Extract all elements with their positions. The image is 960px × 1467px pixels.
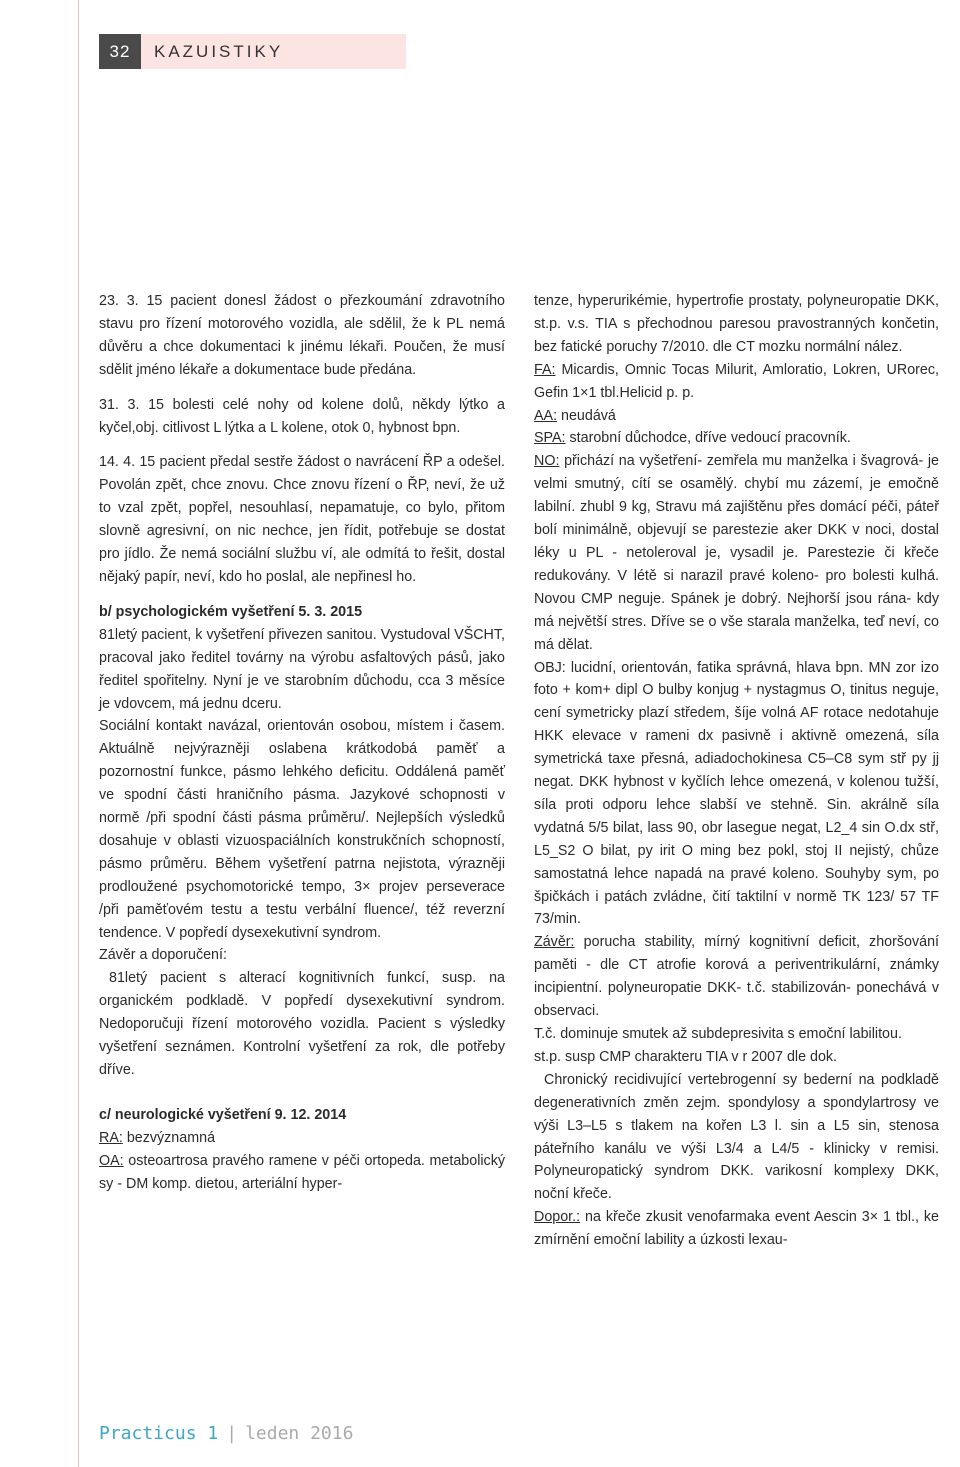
paragraph: T.č. dominuje smutek až subdepresivita s emoční labilitou. bbox=[534, 1026, 902, 1042]
field-label: OA: bbox=[99, 1152, 124, 1169]
paragraph bbox=[534, 931, 939, 1023]
section-heading: b/ psychologickém vyšetření 5. 3. 2015 bbox=[99, 603, 363, 620]
paragraph bbox=[534, 450, 939, 656]
paragraph: 81letý pacient s alterací kognitivních funkcí, susp. na organickém podkladě. V popředí dysexekutivní syndrom. Nedoporučuji řízení motorového vozidla. Pacient s výsledky vyšetření seznámen. Kontrolní vyšetření za rok, dle potřeby dříve. bbox=[99, 970, 505, 1078]
left-column bbox=[99, 290, 505, 1196]
paragraph: st.p. susp CMP charakteru TIA v r 2007 dle dok. bbox=[534, 1048, 838, 1065]
field-text: na křeče zkusit venofarmaka event Aescin 3× 1 tbl., ke zmírnění emoční lability a úzkosti lexau- bbox=[534, 1209, 939, 1249]
field-label: SPA: bbox=[534, 430, 566, 447]
journal-name: Practicus 1 bbox=[99, 1423, 219, 1444]
field-text: neudává bbox=[557, 407, 616, 424]
paragraph bbox=[99, 1150, 505, 1196]
paragraph bbox=[534, 359, 939, 405]
field-text: přichází na vyšetření- zemřela mu manželka i švagrová- je velmi smutný, cítí se osamělý. chybí mu zázemí, je emočně labilní. zhubl 9 kg, Stravu má zajištěnu přes domácí péči, páteř bolí minimálně, objevují se parestezie aker DKK v noci, dostal léky u PL - netoleroval je, vysadil je. Parestezie či křeče redukovány. V létě si narazil pravé koleno- pro bolesti kulhá. Novou CMP neguje. Spánek je dobrý. Nejhorší jsou rána- kdy má největší stres. Dříve se o vše starala manželka, teď neví, co má dělat. bbox=[534, 453, 939, 653]
footer-separator: | bbox=[226, 1423, 238, 1444]
paragraph: 81letý pacient, k vyšetření přivezen sanitou. Vystudoval VŠCHT, pracoval jako ředitel továrny na výrobu asfaltových pásů, jako ředitel spořitelny. Nyní je ve starobním důchodu, cca 3 měsíce je vdovcem, má jednu dceru. bbox=[99, 626, 505, 712]
right-column bbox=[534, 290, 939, 1252]
page-footer bbox=[99, 1423, 353, 1444]
issue-date: leden 2016 bbox=[245, 1423, 354, 1444]
paragraph: 14. 4. 15 pacient předal sestře žádost o navrácení ŘP a odešel. Povolán zpět, chce znovu. Chce znovu řízení o ŘP, neví, že už to vzal zpět, popřel, nesouhlasí, nepamatuje, co bylo, přitom slovně agresivní, on nic nechce, jen řídit, potřebuje se dostat pro jídlo. Že nemá sociální službu ví, ale odmítá to řešit, dostal nějaký papír, neví, kdo ho poslal, ale nepřinesl ho. bbox=[99, 454, 505, 585]
section-heading: c/ neurologické vyšetření 9. 12. 2014 bbox=[99, 1106, 347, 1123]
paragraph: tenze, hyperurikémie, hypertrofie prostaty, polyneuropatie DKK, st.p. v.s. TIA s přechodnou paresou pravostranných končetin, bez fatické poruchy 7/2010. dle CT mozku normální nález. bbox=[534, 293, 939, 355]
field-label: NO: bbox=[534, 453, 560, 470]
paragraph bbox=[534, 1206, 939, 1252]
section-title: KAZUISTIKY bbox=[154, 41, 284, 61]
field-text: bezvýznamná bbox=[122, 1129, 216, 1146]
paragraph: Závěr a doporučení: bbox=[99, 947, 227, 964]
paragraph bbox=[534, 405, 939, 428]
paragraph: 23. 3. 15 pacient donesl žádost o přezkoumání zdravotního stavu pro řízení motorového vozidla, ale sdělil, že k PL nemá důvěru a chce dokumentaci k jinému lékaři. Poučen, že musí sdělit jméno lékaře a dokumentace bude předána. bbox=[99, 293, 505, 378]
field-text: Micardis, Omnic Tocas Milurit, Amloratio, Lokren, URorec, Gefin 1×1 tbl.Helicid p. p. bbox=[534, 361, 939, 401]
field-text: porucha stability, mírný kognitivní deficit, zhoršování paměti - dle CT atrofie korová a periventrikulární, známky incipientní. polyneuropatie DKK- t.č. stabilizován- ponechává v observaci. bbox=[534, 934, 939, 1020]
field-label: AA: bbox=[534, 407, 558, 424]
field-label: Dopor.: bbox=[534, 1209, 581, 1226]
field-text: starobní důchodce, dříve vedoucí pracovník. bbox=[565, 430, 851, 447]
field-label: Závěr: bbox=[534, 934, 575, 951]
field-label: RA: bbox=[99, 1129, 123, 1146]
paragraph bbox=[99, 1127, 505, 1150]
paragraph bbox=[534, 427, 939, 450]
page-number: 32 bbox=[99, 34, 141, 69]
paragraph: Sociální kontakt navázal, orientován osobou, místem i časem. Aktuálně nejvýrazněji oslabena krátkodobá paměť a pozornostní funkce, pásmo lehkého deficitu. Oddálená paměť ve spodní části hraničního pásma. Jazykové schopnosti v normě /při spodní části pásma průměru/. Nejlepších výsledků dosahuje v oblasti vizuospaciálních konstrukčních schopností, pásmo průměru. Během vyšetření patrna nejistota, výrazněji prodloužené psychomotorické tempo, 3× projev perseverace /při paměťovém testu a testu verbální fluence/, též reverzní tendence. V popředí dysexekutivní syndrom. bbox=[99, 718, 505, 941]
paragraph: 31. 3. 15 bolesti celé nohy od kolene dolů, někdy lýtko a kyčel,obj. citlivost L lýtka a L kolene, otok 0, hybnost bpn. bbox=[99, 396, 505, 436]
margin-rule bbox=[78, 0, 79, 1467]
page-header bbox=[99, 34, 406, 69]
field-text: osteoartrosa pravého ramene v péči ortopeda. metabolický sy - DM komp. dietou, arteriální hyper- bbox=[99, 1152, 505, 1192]
field-label: FA: bbox=[534, 361, 556, 378]
paragraph: OBJ: lucidní, orientován, fatika správná, hlava bpn. MN zor izo foto + kom+ dipl O bulby konjug + nystagmus O, tinitus neguje, cení symetricky plazí středem, šíje volná AF rotace nedotahuje HKK elevace v rameni dx pasivně i aktivně omezená, síla symetrická taxe přesná, adiadochokinesa C5–C8 sym stř py jj negat. DKK hybnost v kyčlích lehce omezená, v kolenou tužší, síla proti odporu lehce slabší ve stehně. Sin. akrálně síla vydatná 5/5 bilat, lass 90, obr lasegue negat, L2_4 sin O.dx stř, L5_S2 O bilat, py irit O ming bez pokl, stoj II nejistý, chůze samostatná lehce napadá na pravé koleno. Souhyby sym, po špičkách i patách zvládne, čití taktilní v normě TK 123/ 57 TF 73/min. bbox=[534, 659, 939, 928]
paragraph: Chronický recidivující vertebrogenní sy bederní na podkladě degenerativních změn zejm. spondylosy a spondylartrosy ve výši L3–L5 s tlakem na kořen L3 l. sin a L5 sin, stenosa páteřního kanálu ve výši L3/4 a L4/5 - klinicky v remisi. Polyneuropatický syndrom DKK. varikosní komplexy DKK, noční křeče. bbox=[534, 1071, 939, 1203]
